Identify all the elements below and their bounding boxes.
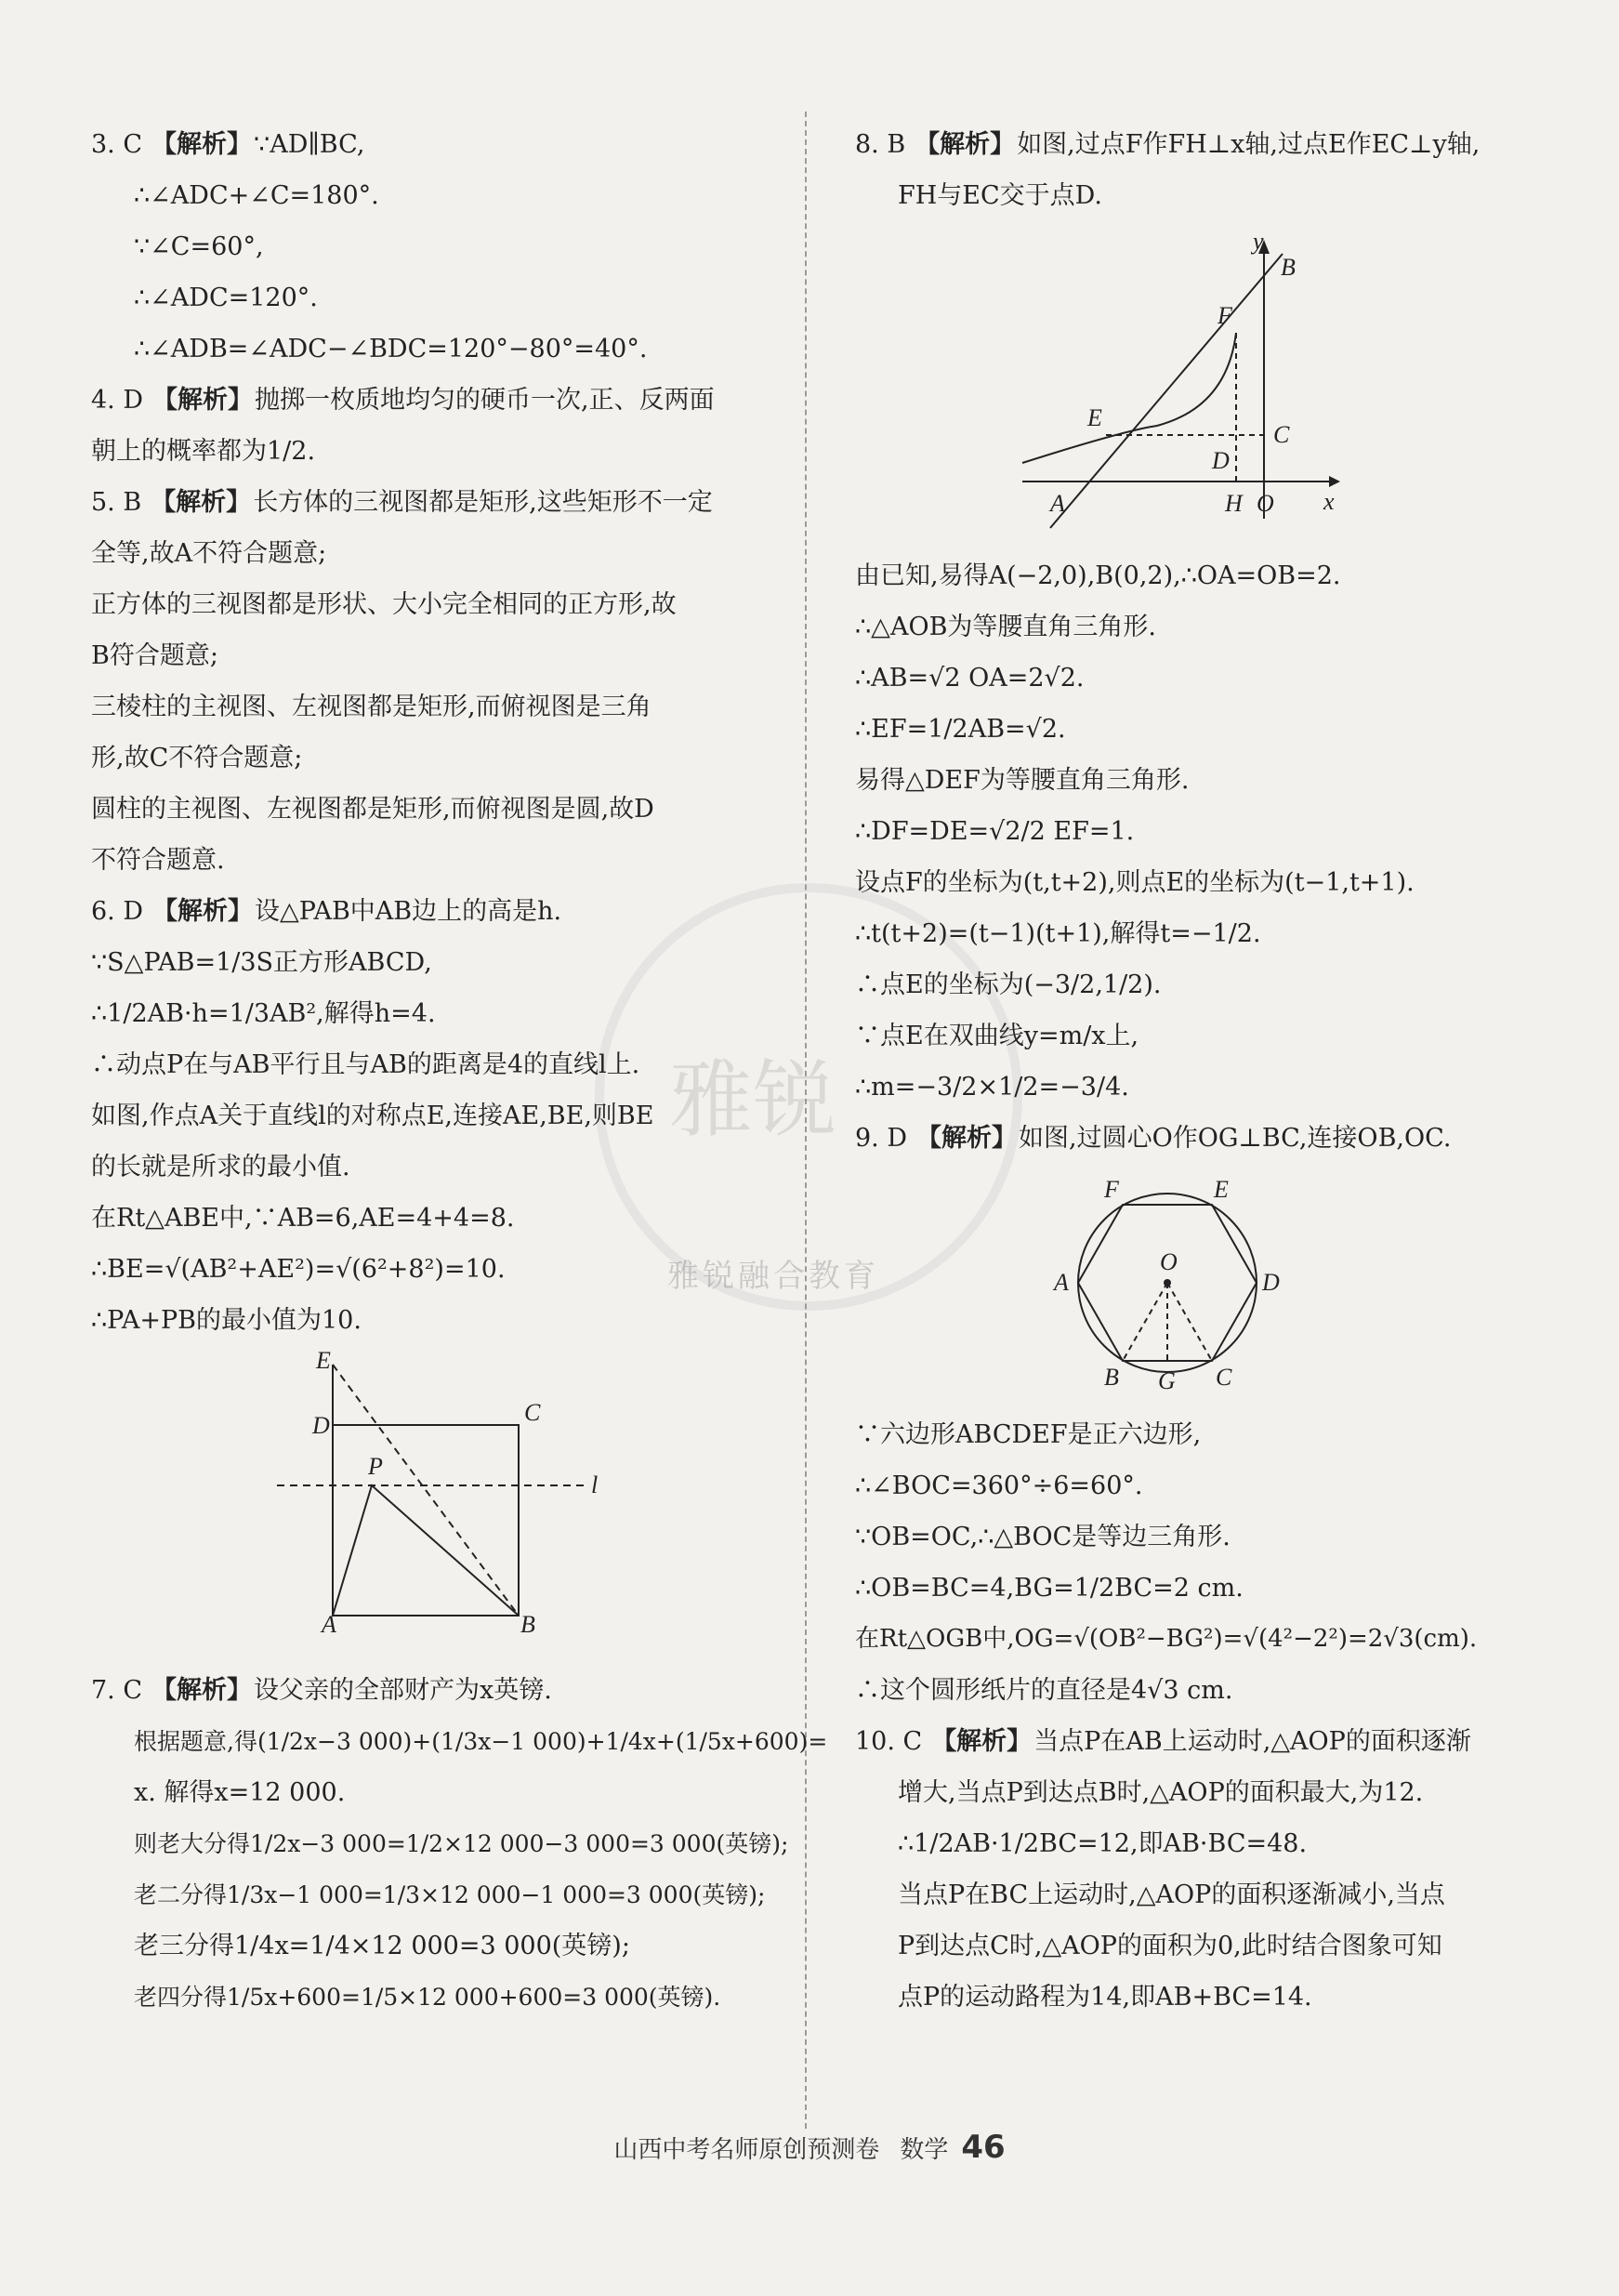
label-e: E [1087,404,1102,431]
q6-head: 6. D 【解析】设△PAB中AB边上的高是h. [91,897,562,926]
q8-line: 由已知,易得A(−2,0),B(0,2),∴OA=OB=2. [855,561,1341,590]
q8-line: ∴EF=1/2AB=√2. [855,715,1066,744]
q9-line: ∴∠BOC=360°÷6=60°. [855,1471,1143,1500]
label-g: G [1158,1367,1176,1394]
q7-line: 老三分得1/4x=1/4×12 000=3 000(英镑); [134,1932,630,1960]
q8-line: ∴t(t+2)=(t−1)(t+1),解得t=−1/2. [855,919,1261,948]
q7-line: 老四分得1/5x+600=1/5×12 000+600=3 000(英镑). [134,1984,721,2011]
label-e: E [1214,1176,1229,1203]
label-l: l [591,1471,599,1498]
q3-line: ∴∠ADC=120°. [134,284,318,312]
q9-line: ∴OB=BC=4,BG=1/2BC=2 cm. [855,1574,1244,1603]
left-column [91,119,828,2023]
q9-line: ∴这个圆形纸片的直径是4√3 cm. [855,1676,1233,1705]
label-a: A [322,1611,336,1638]
label-a: A [1050,490,1065,517]
q9-line: 在Rt△OGB中,OG=√(OB²−BG²)=√(4²−2²)=2√3(cm). [855,1625,1478,1653]
q9-line: ∵OB=OC,∴△BOC是等边三角形. [855,1523,1231,1551]
column-divider [805,112,807,2129]
label-c: C [1216,1364,1232,1391]
watermark-logo: 雅锐 [669,1051,836,1149]
q5-line: 不符合题意. [91,846,225,875]
q5-line: 形,故C不符合题意; [91,744,303,772]
page-number: 46 [961,2129,1006,2166]
q4-line: 朝上的概率都为1/2. [91,437,316,466]
q7-line: 根据题意,得(1/2x−3 000)+(1/3x−1 000)+1/4x+(1/5x+600)= [134,1728,828,1755]
q6-line: 如图,作点A关于直线l的对称点E,连接AE,BE,则BE [91,1102,654,1130]
q10-line: 点P的运动路程为14,即AB+BC=14. [898,1983,1312,2012]
q6-line: ∵S△PAB=1/3S正方形ABCD, [91,948,432,977]
label-b: B [1104,1364,1119,1391]
line-be [333,1365,519,1616]
q5-line: B符合题意; [91,641,218,670]
x-axis-arrow [1329,476,1340,487]
segment-ob [1123,1283,1167,1361]
label-p: P [368,1453,383,1480]
label-c: C [524,1399,541,1426]
q5-line: 全等,故A不符合题意; [91,539,327,568]
q8-line: 设点F的坐标为(t,t+2),则点E的坐标为(t−1,t+1). [855,868,1415,897]
label-h: H [1225,490,1243,517]
label-d: D [1262,1269,1280,1296]
q6-line: 在Rt△ABE中,∵AB=6,AE=4+4=8. [91,1204,515,1233]
q9-line: ∵六边形ABCDEF是正六边形, [855,1420,1202,1449]
q10-head: 10. C 【解析】当点P在AB上运动时,△AOP的面积逐渐 [855,1727,1471,1756]
q8-line: ∴DF=DE=√2/2 EF=1. [855,817,1135,846]
q8-line: ∵点E在双曲线y=m/x上, [855,1022,1139,1050]
q10-line: 当点P在BC上运动时,△AOP的面积逐渐减小,当点 [898,1880,1445,1909]
q8-line: ∴点E的坐标为(−3/2,1/2). [855,970,1162,999]
hyperbola-curve [1022,333,1236,463]
page-footer [0,2129,1619,2166]
hyperbola-figure [1013,228,1348,537]
q8-figure [1013,228,1557,537]
q10-line: ∴1/2AB·1/2BC=12,即AB·BC=48. [898,1829,1308,1858]
label-x: x [1323,488,1335,515]
q8-line: FH与EC交于点D. [898,181,1102,210]
square-figure [312,1347,686,1638]
path-apb [333,1485,519,1616]
watermark-text: 雅锐融合教育 [667,1258,879,1295]
label-d: D [312,1412,330,1439]
label-b: B [520,1611,535,1638]
label-y: y [1253,228,1264,255]
hexagon-figure [1050,1173,1292,1396]
q9-head: 9. D 【解析】如图,过圆心O作OG⊥BC,连接OB,OC. [855,1124,1452,1153]
label-o: O [1160,1248,1178,1275]
q10-line: 增大,当点P到达点B时,△AOP的面积最大,为12. [898,1778,1424,1807]
q6-line: ∴BE=√(AB²+AE²)=√(6²+8²)=10. [91,1255,506,1284]
q8-line: ∴△AOB为等腰直角三角形. [855,613,1156,641]
center-o [1164,1279,1171,1287]
q4-head: 4. D 【解析】抛掷一枚质地均匀的硬币一次,正、反两面 [91,386,715,415]
segment-oc [1167,1283,1212,1361]
label-f: F [1104,1176,1119,1203]
q9-figure [1050,1173,1557,1396]
q7-line: x. 解得x=12 000. [134,1778,346,1807]
q5-line: 圆柱的主视图、左视图都是矩形,而俯视图是圆,故D [91,795,654,824]
label-e: E [316,1347,331,1374]
q7-head: 7. C 【解析】设父亲的全部财产为x英镑. [91,1676,552,1705]
q6-line: 的长就是所求的最小值. [91,1153,350,1181]
q5-line: 正方体的三视图都是形状、大小完全相同的正方形,故 [91,590,677,619]
right-column [855,119,1557,2023]
q6-line: ∴PA+PB的最小值为10. [91,1306,362,1335]
q6-figure [312,1347,788,1652]
q8-line: 易得△DEF为等腰直角三角形. [855,766,1190,795]
q3-line: ∴∠ADC+∠C=180°. [134,181,379,210]
q8-line: ∴AB=√2 OA=2√2. [855,664,1085,693]
q3-head: 3. C 【解析】∵AD∥BC, [91,130,365,159]
q5-head: 5. B 【解析】长方体的三视图都是矩形,这些矩形不一定 [91,488,713,517]
q6-line: ∴动点P在与AB平行且与AB的距离是4的直线l上. [91,1050,640,1079]
q7-line: 则老大分得1/2x−3 000=1/2×12 000−3 000=3 000(英镑); [134,1830,789,1857]
label-d: D [1212,447,1230,474]
line-ab [1050,254,1283,528]
q3-line: ∵∠C=60°, [134,232,264,261]
q8-head: 8. B 【解析】如图,过点F作FH⊥x轴,过点E作EC⊥y轴, [855,130,1481,159]
label-f: F [1218,302,1232,329]
label-o: O [1257,490,1274,517]
label-a: A [1054,1269,1069,1296]
q5-line: 三棱柱的主视图、左视图都是矩形,而俯视图是三角 [91,693,652,721]
label-b: B [1281,254,1296,281]
q6-line: ∴1/2AB·h=1/3AB²,解得h=4. [91,999,436,1028]
q3-line: ∴∠ADB=∠ADC−∠BDC=120°−80°=40°. [134,335,648,363]
q8-line: ∴m=−3/2×1/2=−3/4. [855,1073,1129,1102]
label-c: C [1273,421,1290,448]
footer-title: 山西中考名师原创预测卷 [613,2136,880,2164]
q7-line: 老二分得1/3x−1 000=1/3×12 000−1 000=3 000(英镑); [134,1881,766,1908]
q10-line: P到达点C时,△AOP的面积为0,此时结合图象可知 [898,1932,1442,1960]
footer-subject: 数学 [900,2136,949,2164]
